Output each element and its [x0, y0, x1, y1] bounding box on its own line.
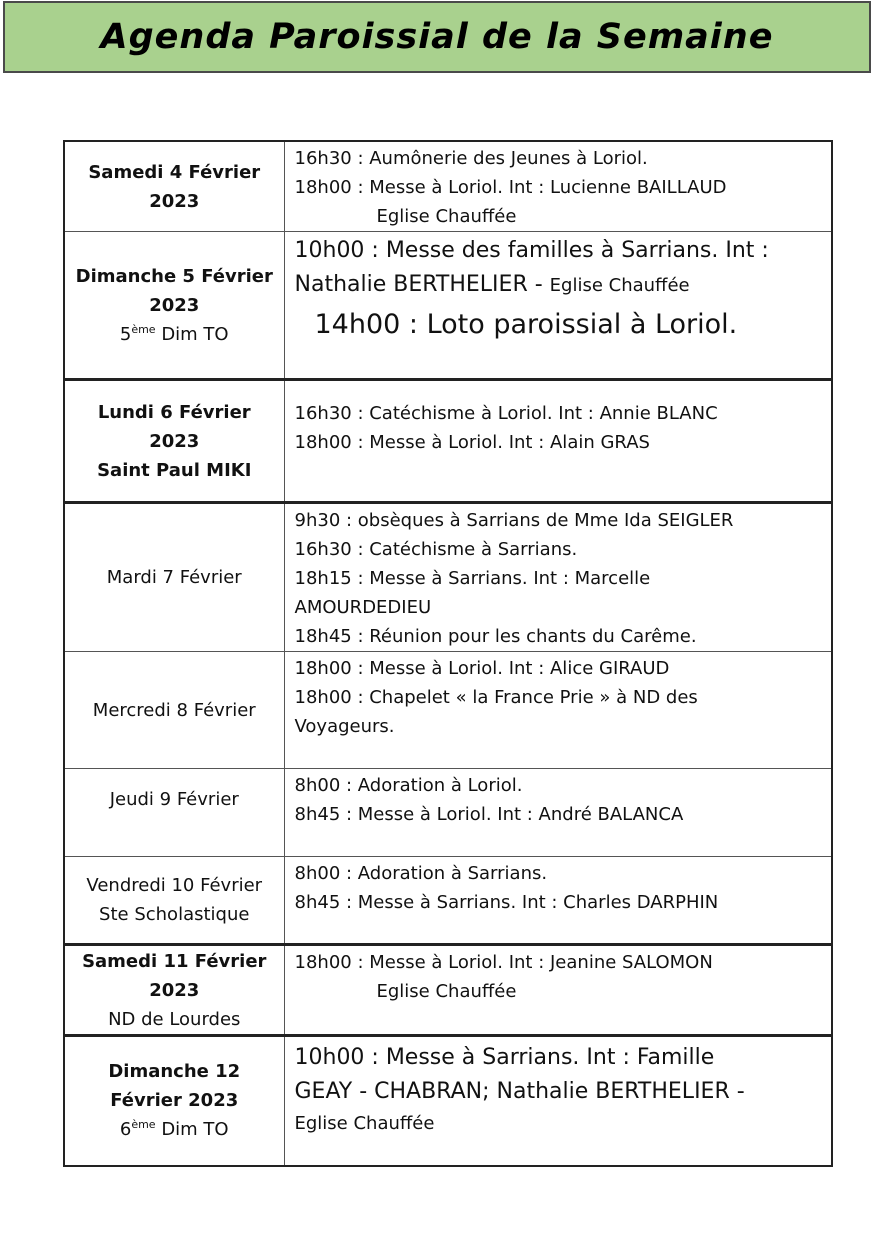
event-note: Eglise Chauffée: [294, 1113, 435, 1134]
event-text: Nathalie BERTHELIER -: [294, 272, 550, 297]
event-note: Eglise Chauffée: [376, 206, 517, 227]
day-year: 2023: [149, 190, 200, 212]
day-year: 2023: [149, 294, 200, 316]
event-line: Voyageurs.: [294, 716, 395, 737]
event-line: 10h00 : Messe à Sarrians. Int : Famille: [294, 1045, 715, 1070]
day-cell: [64, 857, 284, 945]
event-line: 8h45 : Messe à Sarrians. Int : Charles DARPHIN: [294, 892, 719, 913]
event-line: 16h30 : Catéchisme à Sarrians.: [294, 539, 578, 560]
agenda-table: [63, 140, 833, 1167]
events-cell: [284, 380, 832, 503]
day-label: Samedi 11 Février: [82, 950, 267, 972]
agenda-row: [64, 503, 832, 652]
events-cell: [284, 232, 832, 380]
day-cell: [64, 945, 284, 1036]
day-cell: [64, 503, 284, 652]
day-label: Mardi 7 Février: [106, 567, 242, 588]
day-label: Vendredi 10 Février: [86, 875, 263, 896]
day-label: Jeudi 9 Février: [109, 789, 239, 810]
day-cell: [64, 769, 284, 857]
event-note: Eglise Chauffée: [549, 275, 690, 296]
agenda-row: [64, 769, 832, 857]
day-cell: [64, 232, 284, 380]
day-cell: [64, 652, 284, 769]
events-cell: [284, 857, 832, 945]
event-line: 18h00 : Messe à Loriol. Int : Alain GRAS: [294, 432, 650, 453]
agenda-row: [64, 1036, 832, 1166]
events-cell: [284, 1036, 832, 1166]
day-label: Lundi 6 Février: [97, 401, 251, 423]
event-line: [295, 268, 832, 303]
event-note: Eglise Chauffée: [376, 981, 517, 1002]
event-line: 18h15 : Messe à Sarrians. Int : Marcelle: [294, 568, 651, 589]
event-line: 18h00 : Chapelet « la France Prie » à ND des: [294, 687, 698, 708]
day-year: 2023: [149, 430, 200, 452]
event-line: 8h00 : Adoration à Loriol.: [294, 775, 523, 796]
agenda-row: [64, 232, 832, 380]
event-line: 18h45 : Réunion pour les chants du Carême.: [294, 626, 697, 647]
event-line: 16h30 : Catéchisme à Loriol. Int : Annie BLANC: [294, 403, 718, 424]
agenda-row: [64, 380, 832, 503]
liturgical-day: [65, 320, 284, 349]
events-cell: [284, 141, 832, 232]
event-line: 18h00 : Messe à Loriol. Int : Lucienne BAILLAUD: [294, 177, 727, 198]
feast-name: ND de Lourdes: [108, 1008, 241, 1030]
liturgical-day: [65, 1115, 284, 1144]
agenda-row: [64, 857, 832, 945]
event-line: 18h00 : Messe à Loriol. Int : Alice GIRAUD: [294, 658, 670, 679]
events-cell: [284, 652, 832, 769]
liturgical-number: 6: [119, 1119, 132, 1141]
day-label: Dimanche 12: [108, 1061, 241, 1083]
event-line: GEAY - CHABRAN; Nathalie BERTHELIER -: [294, 1079, 745, 1104]
liturgical-sup: ème: [131, 322, 156, 336]
day-label: Samedi 4 Février: [88, 161, 261, 183]
event-highlight: 14h00 : Loto paroissial à Loriol.: [314, 309, 738, 340]
saint-name: Saint Paul MIKI: [97, 459, 252, 481]
day-cell: [64, 380, 284, 503]
event-line: AMOURDEDIEU: [294, 597, 432, 618]
event-line: 9h30 : obsèques à Sarrians de Mme Ida SEIGLER: [294, 510, 734, 531]
agenda-row: [64, 945, 832, 1036]
agenda-row: [64, 652, 832, 769]
day-cell: [64, 141, 284, 232]
event-line: 16h30 : Aumônerie des Jeunes à Loriol.: [294, 148, 648, 169]
liturgical-number: 5: [119, 323, 132, 345]
liturgical-sup: ème: [131, 1118, 156, 1132]
title-banner: [3, 1, 871, 73]
event-line: 10h00 : Messe des familles à Sarrians. Int :: [294, 238, 769, 263]
page-title: Agenda Paroissial de la Semaine: [100, 17, 774, 57]
agenda-row: [64, 141, 832, 232]
event-line: 8h00 : Adoration à Sarrians.: [294, 863, 548, 884]
day-label: Mercredi 8 Février: [92, 699, 256, 721]
saint-name: Ste Scholastique: [99, 904, 250, 925]
events-cell: [284, 945, 832, 1036]
liturgical-suffix: Dim TO: [155, 1119, 229, 1141]
events-cell: [284, 503, 832, 652]
liturgical-suffix: Dim TO: [155, 323, 229, 345]
event-line: 8h45 : Messe à Loriol. Int : André BALANCA: [294, 804, 684, 825]
day-year: 2023: [149, 979, 200, 1001]
events-cell: [284, 769, 832, 857]
event-line: 18h00 : Messe à Loriol. Int : Jeanine SALOMON: [294, 952, 713, 973]
day-cell: [64, 1036, 284, 1166]
day-label: Dimanche 5 Février: [75, 265, 273, 287]
day-year: Février 2023: [110, 1090, 239, 1112]
